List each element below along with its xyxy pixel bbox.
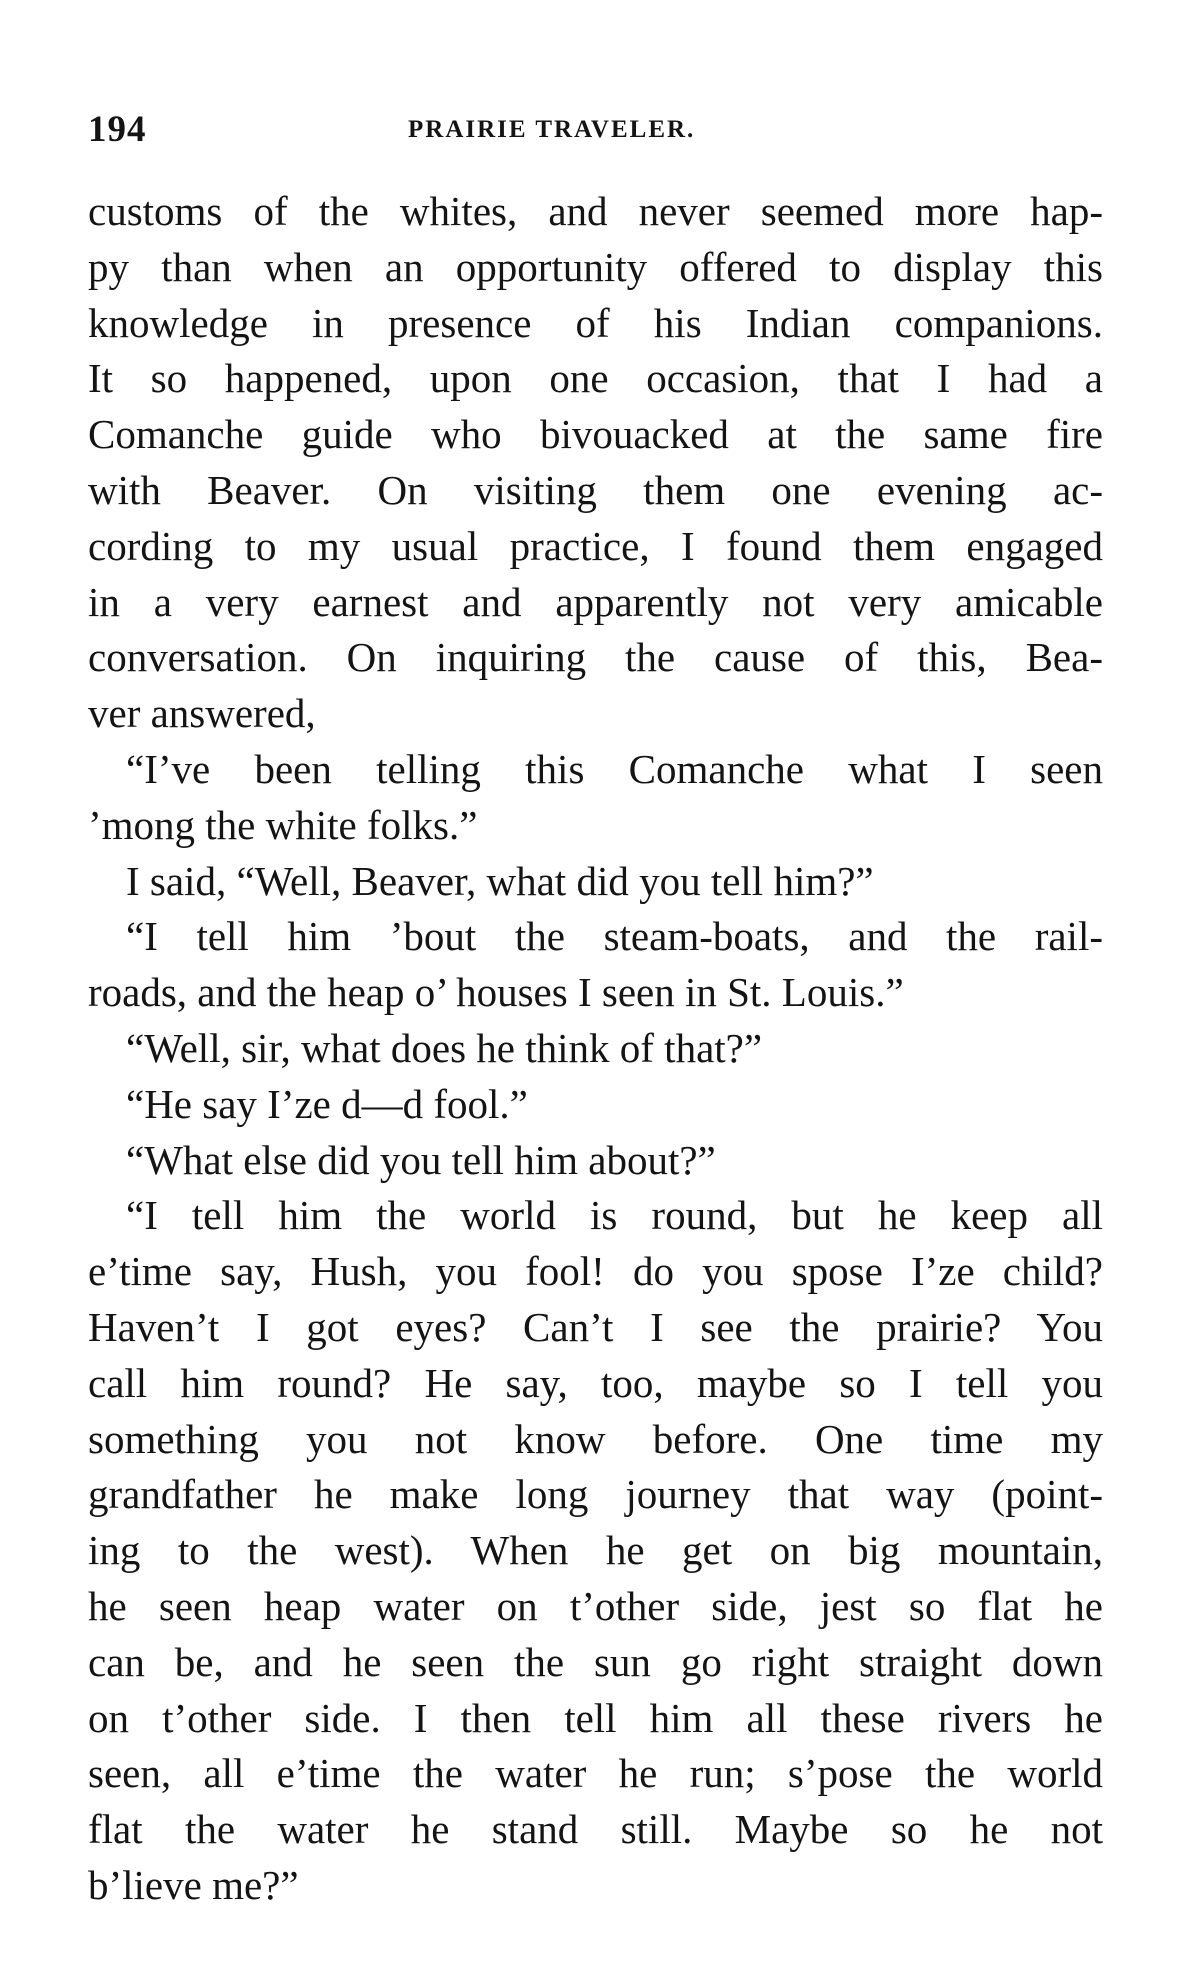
text-line: grandfather he make long journey that way (point- xyxy=(88,1471,1103,1518)
text-line: “What else did you tell him about?” xyxy=(126,1136,716,1183)
text-line: cording to my usual practice, I found them engaged xyxy=(88,522,1103,569)
text-line: ’mong the white folks.” xyxy=(88,801,478,848)
text-line: It so happened, upon one occasion, that I had a xyxy=(88,355,1103,402)
text-line: b’lieve me?” xyxy=(88,1861,299,1908)
text-line: Haven’t I got eyes? Can’t I see the prairie? You xyxy=(88,1303,1103,1350)
running-header xyxy=(88,108,1098,156)
body-text xyxy=(88,184,1103,1914)
text-line: roads, and the heap o’ houses I seen in St. Louis.” xyxy=(88,969,904,1016)
text-line: knowledge in presence of his Indian companions. xyxy=(88,299,1103,346)
text-line: ver answered, xyxy=(88,690,316,737)
text-line: can be, and he seen the sun go right straight down xyxy=(88,1638,1103,1685)
text-line: with Beaver. On visiting them one evening ac- xyxy=(88,466,1103,513)
text-line: “I’ve been telling this Comanche what I seen xyxy=(126,745,1103,792)
running-title: PRAIRIE TRAVELER. xyxy=(408,116,696,143)
text-line: he seen heap water on t’other side, jest so flat he xyxy=(88,1582,1103,1629)
text-line: on t’other side. I then tell him all these rivers he xyxy=(88,1694,1103,1741)
text-line: seen, all e’time the water he run; s’pose the world xyxy=(88,1750,1103,1797)
text-line: I said, “Well, Beaver, what did you tell him?” xyxy=(126,857,874,904)
text-line: e’time say, Hush, you fool! do you spose I’ze child? xyxy=(88,1248,1103,1295)
text-line: “I tell him the world is round, but he keep all xyxy=(126,1192,1103,1239)
page-number: 194 xyxy=(88,109,147,150)
text-line: “Well, sir, what does he think of that?” xyxy=(126,1024,763,1071)
text-line: py than when an opportunity offered to display this xyxy=(88,243,1103,290)
text-line: “He say I’ze d—d fool.” xyxy=(126,1080,528,1127)
text-line: flat the water he stand still. Maybe so he not xyxy=(88,1806,1103,1853)
text-line: Comanche guide who bivouacked at the same fire xyxy=(88,411,1103,458)
text-line: “I tell him ’bout the steam-boats, and the rail- xyxy=(126,913,1103,960)
text-line: something you not know before. One time my xyxy=(88,1415,1103,1462)
text-line: ing to the west). When he get on big mountain, xyxy=(88,1527,1103,1574)
text-line: call him round? He say, too, maybe so I tell you xyxy=(88,1359,1103,1406)
text-line: conversation. On inquiring the cause of this, Bea- xyxy=(88,634,1103,681)
text-line: customs of the whites, and never seemed more hap- xyxy=(88,188,1103,234)
text-line: in a very earnest and apparently not very amicable xyxy=(88,578,1103,625)
